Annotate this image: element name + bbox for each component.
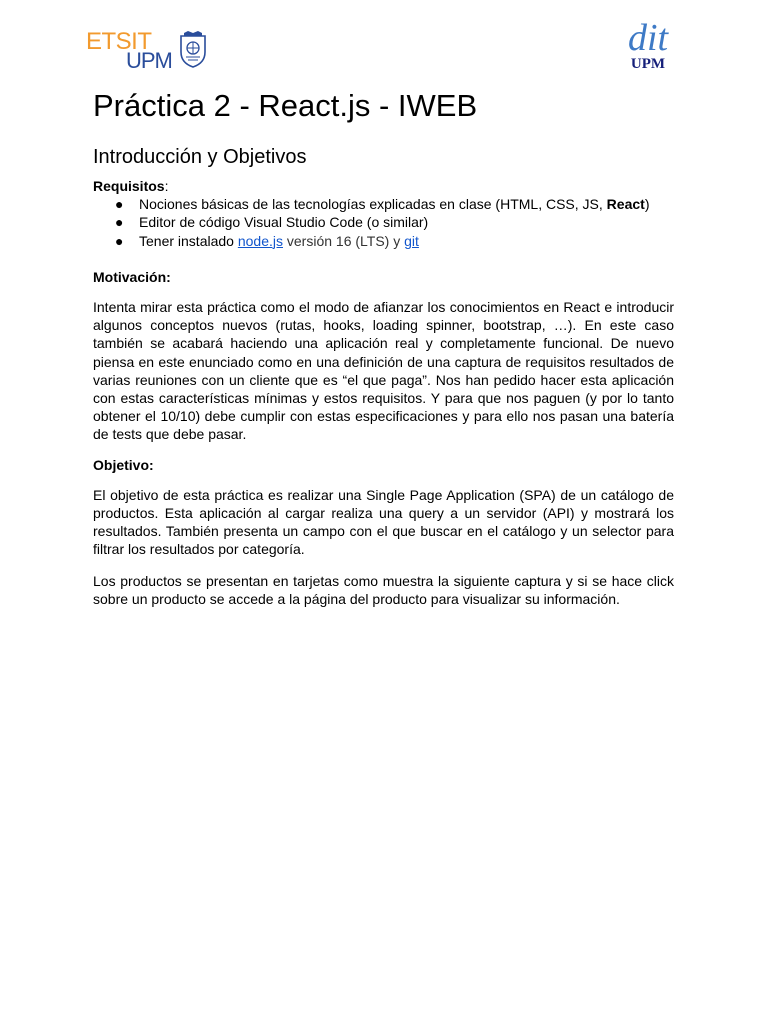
nodejs-link[interactable]: node.js [237,232,283,249]
list-item [93,213,674,231]
dit-upm-logo [618,17,678,72]
bullet-icon: ● [115,196,124,213]
bullet-icon: ● [115,232,124,249]
section-heading: Introducción y Objetivos [93,146,307,168]
upm-logo-text: UPM [126,48,172,73]
list-item-bold: React [606,196,645,213]
document-content [93,86,674,608]
list-item-text-mid: versión 16 (LTS) y [283,232,405,249]
objetivo-label: Objetivo: [93,456,154,473]
requisitos-label: Requisitos [93,178,165,194]
objetivo-paragraph-1: El objetivo de esta práctica es realizar una Single Page Application (SPA) de un catálogo de productos. Esta aplicación al cargar realiza una query a un servidor (API) y mostrará los resultados. También presenta un campo con el que buscar en el catálogo y un selector para filtrar los resultados por categoría. [93,486,674,558]
etsit-upm-logo [86,24,216,73]
motivacion-paragraph: Intenta mirar esta práctica como el modo de afianzar los conocimientos en React e introducir algunos conceptos nuevos (rutas, hooks, loading spinner, bootstrap, …). En este caso también se acabará haciendo una aplicación real y completamente funcional. De nuevo piensa en este enunciado como en una definición de una captura de requisitos resultados de varias reuniones con un cliente que es “el que paga”. Nos han pedido hacer esta aplicación con estas características mínimas y estos requisitos. Y para que nos paguen (y por lo tanto obtener el 10/10) debe cumplir con estas especificaciones y para ello nos pasan una batería de tests que debe pasar. [93,299,674,443]
list-item-tail: ) [644,196,650,213]
list-item [93,232,674,250]
objetivo-heading [93,456,674,474]
requisitos-colon: : [164,178,169,194]
requisitos-list [93,195,674,250]
list-item-text: Nociones básicas de las tecnologías explicadas en clase (HTML, CSS, JS, [139,196,607,213]
etsit-logo-text: ETSIT [86,28,152,55]
upm-seal-icon [178,30,208,68]
bullet-icon: ● [115,214,124,231]
list-item-text: Tener instalado [139,232,238,249]
requisitos-line [93,177,674,195]
dit-logo-text: dit [627,17,669,59]
list-item [93,195,674,213]
git-link[interactable]: git [404,232,419,249]
motivacion-heading [93,268,674,286]
list-item-text: Editor de código Visual Studio Code (o similar) [139,214,429,231]
page-title: Práctica 2 - React.js - IWEB [93,88,478,123]
dit-upm-logo-text: UPM [630,56,666,72]
motivacion-label: Motivación: [93,268,171,285]
objetivo-paragraph-2: Los productos se presentan en tarjetas como muestra la siguiente captura y si se hace click sobre un producto se accede a la página del producto para visualizar su información. [93,572,674,607]
